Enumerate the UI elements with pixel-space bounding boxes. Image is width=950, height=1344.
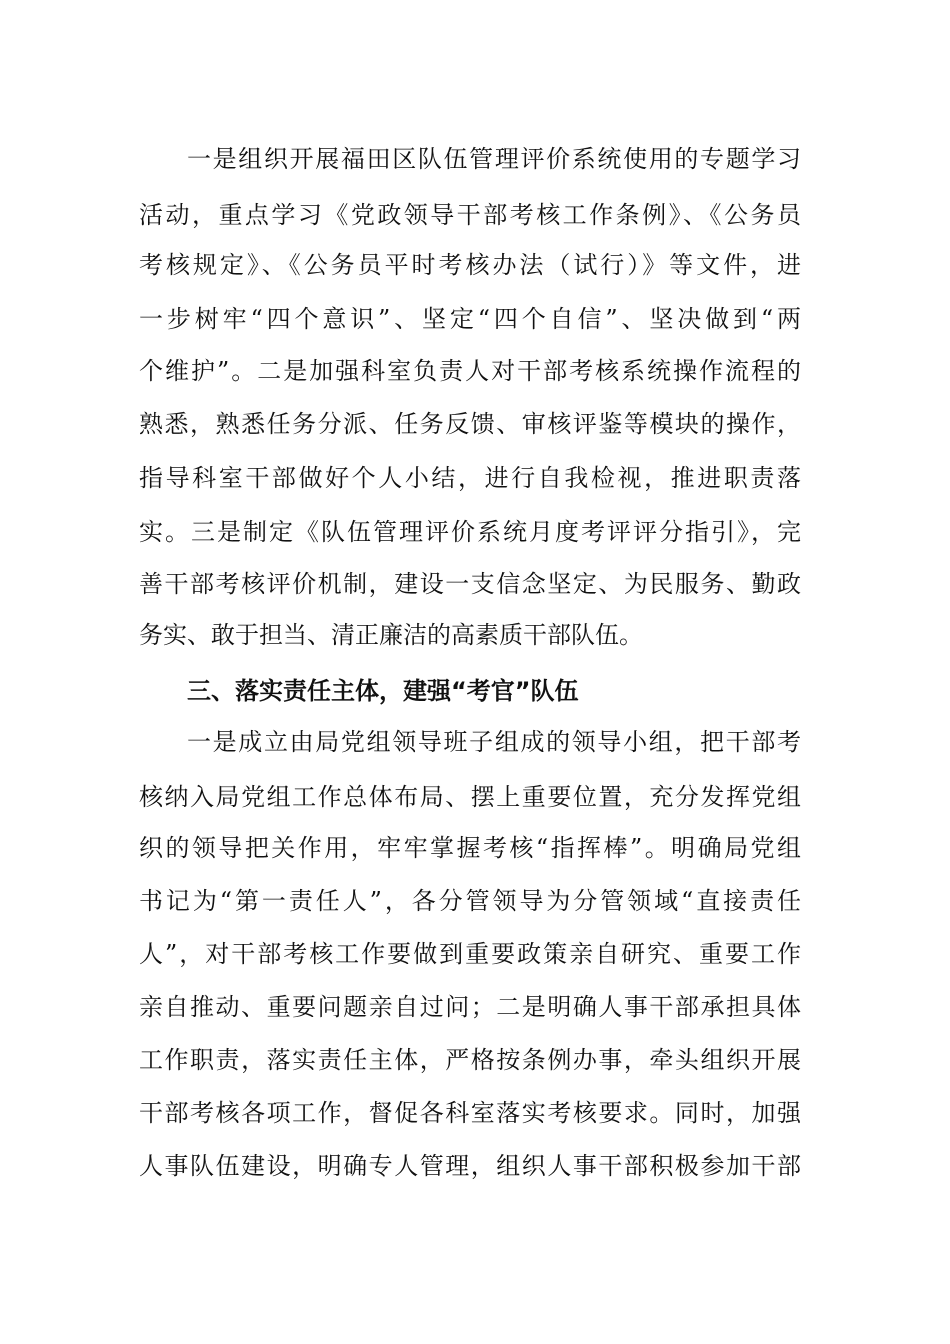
paragraph1-line-5: 个维护”。二是加强科室负责人对干部考核系统操作流程的 bbox=[139, 357, 801, 385]
paragraph2-line-9: 人事队伍建设，明确专人管理，组织人事干部积极参加干部 bbox=[139, 1152, 801, 1180]
paragraph1-line-8: 实。三是制定《队伍管理评价系统月度考评评分指引》，完 bbox=[139, 518, 801, 546]
paragraph2-line-8: 干部考核各项工作，督促各科室落实考核要求。同时，加强 bbox=[139, 1099, 801, 1127]
paragraph1-line-2: 活动，重点学习《党政领导干部考核工作条例》、《公务员 bbox=[139, 201, 801, 229]
paragraph1-line-1: 一是组织开展福田区队伍管理评价系统使用的专题学习 bbox=[187, 145, 801, 173]
paragraph2-line-6: 亲自推动、重要问题亲自过问；二是明确人事干部承担具体 bbox=[139, 993, 801, 1021]
section-heading: 三、落实责任主体，建强“考官”队伍 bbox=[187, 677, 579, 705]
paragraph1-line-9: 善干部考核评价机制，建设一支信念坚定、为民服务、勤政 bbox=[139, 570, 801, 598]
paragraph2-line-5: 人”，对干部考核工作要做到重要政策亲自研究、重要工作 bbox=[139, 940, 801, 968]
paragraph2-line-4: 书记为“第一责任人”，各分管领导为分管领域“直接责任 bbox=[139, 887, 801, 915]
paragraph2-line-3: 织的领导把关作用，牢牢掌握考核“指挥棒”。明确局党组 bbox=[139, 834, 801, 862]
paragraph1-line-10: 务实、敢于担当、清正廉洁的高素质干部队伍。 bbox=[139, 621, 643, 649]
paragraph1-line-7: 指导科室干部做好个人小结，进行自我检视，推进职责落 bbox=[139, 464, 801, 492]
paragraph1-line-4: 一步树牢“四个意识”、坚定“四个自信”、坚决做到“两 bbox=[139, 305, 801, 333]
paragraph1-line-3: 考核规定》、《公务员平时考核办法（试行）》等文件，进 bbox=[139, 251, 801, 279]
paragraph2-line-7: 工作职责，落实责任主体，严格按条例办事，牵头组织开展 bbox=[139, 1046, 801, 1074]
paragraph2-line-2: 核纳入局党组工作总体布局、摆上重要位置，充分发挥党组 bbox=[139, 783, 801, 811]
paragraph2-line-1: 一是成立由局党组领导班子组成的领导小组，把干部考 bbox=[187, 728, 801, 756]
paragraph1-line-6: 熟悉，熟悉任务分派、任务反馈、审核评鉴等模块的操作， bbox=[139, 410, 801, 438]
